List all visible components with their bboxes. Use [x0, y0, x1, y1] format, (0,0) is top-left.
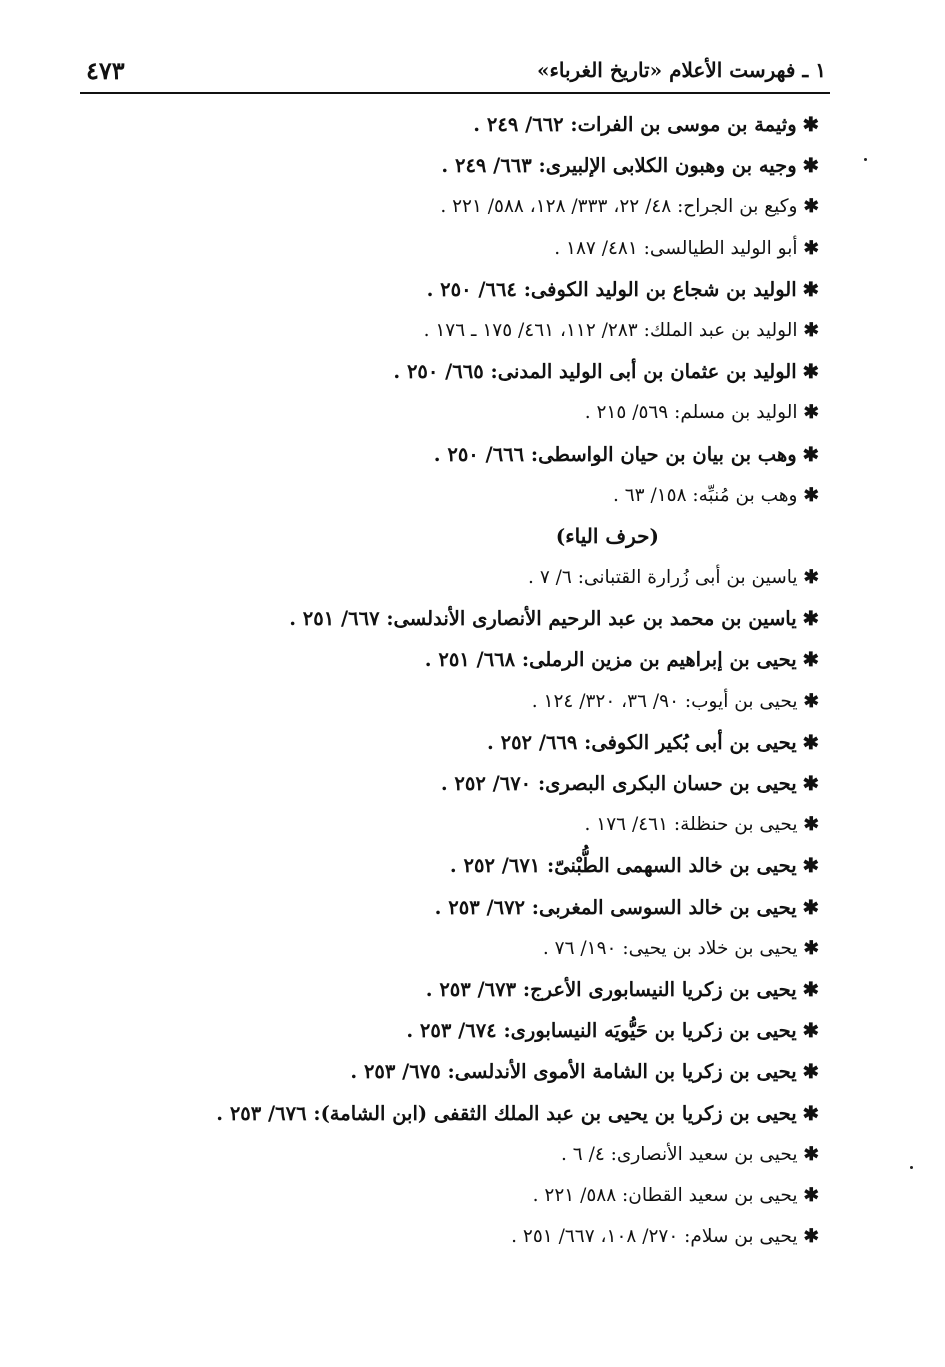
index-entry-text: يحيى بن زكريا بن الشامة الأموى الأندلسى: ٦٧٥/ ٢٥٣ . — [350, 1060, 797, 1084]
asterisk-icon: ✱ — [803, 402, 819, 424]
asterisk-icon: ✱ — [803, 937, 819, 959]
index-entry-text: يحيى بن زكريا بن حَيُّويَه النيسابورى: ٦٧٤/ ٢٥٣ . — [406, 1019, 797, 1043]
index-entry — [99, 269, 819, 310]
asterisk-icon: ✱ — [802, 854, 819, 878]
index-entry-text: ياسين بن محمد بن عبد الرحيم الأنصارى الأندلسى: ٦٦٧/ ٢٥١ . — [289, 607, 797, 631]
index-entry — [99, 1010, 819, 1051]
speck-mark — [910, 1166, 913, 1169]
index-entry — [99, 186, 819, 227]
index-entry — [99, 1051, 819, 1092]
index-entry-text: وهب بن بيان بن حيان الواسطى: ٦٦٦/ ٢٥٠ . — [433, 442, 797, 466]
index-entry — [99, 351, 819, 392]
asterisk-icon: ✱ — [803, 1143, 819, 1165]
asterisk-icon: ✱ — [802, 154, 819, 178]
asterisk-icon: ✱ — [802, 277, 819, 301]
index-entry-text: وثيمة بن موسى بن الفرات: ٦٦٢/ ٢٤٩ . — [473, 113, 797, 136]
index-entry — [99, 145, 819, 186]
index-entry — [99, 1134, 819, 1175]
asterisk-icon: ✱ — [803, 1226, 819, 1248]
asterisk-icon: ✱ — [802, 1019, 819, 1043]
index-entry — [99, 475, 819, 516]
index-entry — [99, 310, 819, 351]
index-entry-text: يحيى بن خالد السوسى المغربى: ٦٧٢/ ٢٥٣ . — [434, 895, 797, 919]
index-entry-text: وهب بن مُنبِّه: ١٥٨/ ٦٣ . — [612, 484, 798, 506]
asterisk-icon: ✱ — [802, 360, 819, 384]
index-entry — [99, 804, 819, 845]
index-entry — [99, 639, 819, 680]
asterisk-icon: ✱ — [802, 730, 819, 754]
index-entry-text: وجيه بن وهبون الكلابى الإلبيرى: ٦٦٣/ ٢٤٩ . — [441, 154, 797, 178]
index-entry-text: يحيى بن أبى بُكير الكوفى: ٦٦٩/ ٢٥٢ . — [487, 730, 797, 754]
index-entry-text: يحيى بن أيوب: ٩٠/ ٣٦، ٣٢٠/ ١٢٤ . — [531, 690, 798, 712]
index-entry-text: الوليد بن عثمان بن أبى الوليد المدنى: ٦٦٥/ ٢٥٠ . — [393, 360, 797, 384]
page-number: ٤٧٣ — [86, 56, 125, 85]
asterisk-icon: ✱ — [802, 113, 819, 136]
asterisk-icon: ✱ — [802, 1060, 819, 1084]
asterisk-icon: ✱ — [803, 814, 819, 836]
asterisk-icon: ✱ — [803, 196, 819, 218]
index-entry-text: أبو الوليد الطيالسى: ٤٨١/ ١٨٧ . — [554, 237, 798, 259]
section-heading-text: (حرف الياء) — [555, 523, 659, 548]
asterisk-icon: ✱ — [802, 977, 819, 1001]
running-title: ١ ـ فهرست الأعلام «تاريخ الغرباء» — [536, 58, 826, 82]
asterisk-icon: ✱ — [803, 237, 819, 259]
index-entry — [99, 598, 819, 639]
asterisk-icon: ✱ — [802, 895, 819, 919]
index-entry-text: يحيى بن حسان البكرى البصرى: ٦٧٠/ ٢٥٢ . — [440, 772, 797, 795]
index-entry — [99, 969, 819, 1010]
section-heading — [99, 516, 819, 557]
index-entry-text: ياسين بن أبى زُرارة القتبانى: ٦/ ٧ . — [528, 567, 798, 589]
index-entry — [99, 1093, 819, 1134]
index-entry-text: وكيع بن الجراح: ٤٨/ ٢٢، ٣٣٣/ ١٢٨، ٥٨٨/ ٢٢١ . — [440, 196, 798, 218]
index-entry — [99, 434, 819, 475]
index-entry — [99, 228, 819, 269]
page-header — [80, 48, 830, 94]
index-entry — [99, 1175, 819, 1216]
asterisk-icon: ✱ — [802, 1101, 819, 1125]
asterisk-icon: ✱ — [803, 567, 819, 589]
index-entry-text: الوليد بن عبد الملك: ٢٨٣/ ١١٢، ٤٦١/ ١٧٥ ـ ١٧٦ . — [423, 319, 798, 341]
asterisk-icon: ✱ — [803, 690, 819, 712]
index-entry-text: يحيى بن سعيد الأنصارى: ٤/ ٦ . — [560, 1143, 798, 1165]
index-entry-text: يحيى بن سلام: ٢٧٠/ ١٠٨، ٦٦٧/ ٢٥١ . — [511, 1226, 798, 1248]
index-entry — [99, 557, 819, 598]
index-entry — [99, 681, 819, 722]
index-entry — [99, 1216, 819, 1257]
index-entry — [99, 763, 819, 804]
index-entries — [99, 104, 819, 1257]
index-entry-text: الوليد بن شجاع بن الوليد الكوفى: ٦٦٤/ ٢٥٠ . — [426, 277, 797, 301]
index-entry-text: يحيى بن زكريا النيسابورى الأعرج: ٦٧٣/ ٢٥٣ . — [425, 977, 797, 1001]
index-entry — [99, 887, 819, 928]
index-entry — [99, 392, 819, 433]
asterisk-icon: ✱ — [802, 442, 819, 466]
index-entry-text: يحيى بن خالد السهمى الطُّبْنىّ: ٦٧١/ ٢٥٢ . — [449, 854, 797, 878]
asterisk-icon: ✱ — [802, 772, 819, 795]
index-entry — [99, 845, 819, 886]
asterisk-icon: ✱ — [803, 484, 819, 506]
index-entry-text: يحيى بن إبراهيم بن مزين الرملى: ٦٦٨/ ٢٥١ . — [424, 648, 797, 672]
asterisk-icon: ✱ — [803, 1184, 819, 1206]
asterisk-icon: ✱ — [802, 607, 819, 631]
index-entry-text: يحيى بن زكريا بن يحيى بن عبد الملك الثقفى (ابن الشامة): ٦٧٦/ ٢٥٣ . — [216, 1101, 797, 1125]
index-entry — [99, 104, 819, 145]
speck-mark — [864, 158, 867, 161]
index-entry — [99, 722, 819, 763]
index-entry-text: يحيى بن خلاد بن يحيى: ١٩٠/ ٧٦ . — [542, 937, 798, 959]
asterisk-icon: ✱ — [803, 319, 819, 341]
index-entry-text: يحيى بن سعيد القطان: ٥٨٨/ ٢٢١ . — [532, 1184, 798, 1206]
index-entry-text: الوليد بن مسلم: ٥٦٩/ ٢١٥ . — [584, 402, 798, 424]
index-entry — [99, 928, 819, 969]
index-entry-text: يحيى بن حنظلة: ٤٦١/ ١٧٦ . — [584, 814, 798, 836]
asterisk-icon: ✱ — [802, 648, 819, 672]
